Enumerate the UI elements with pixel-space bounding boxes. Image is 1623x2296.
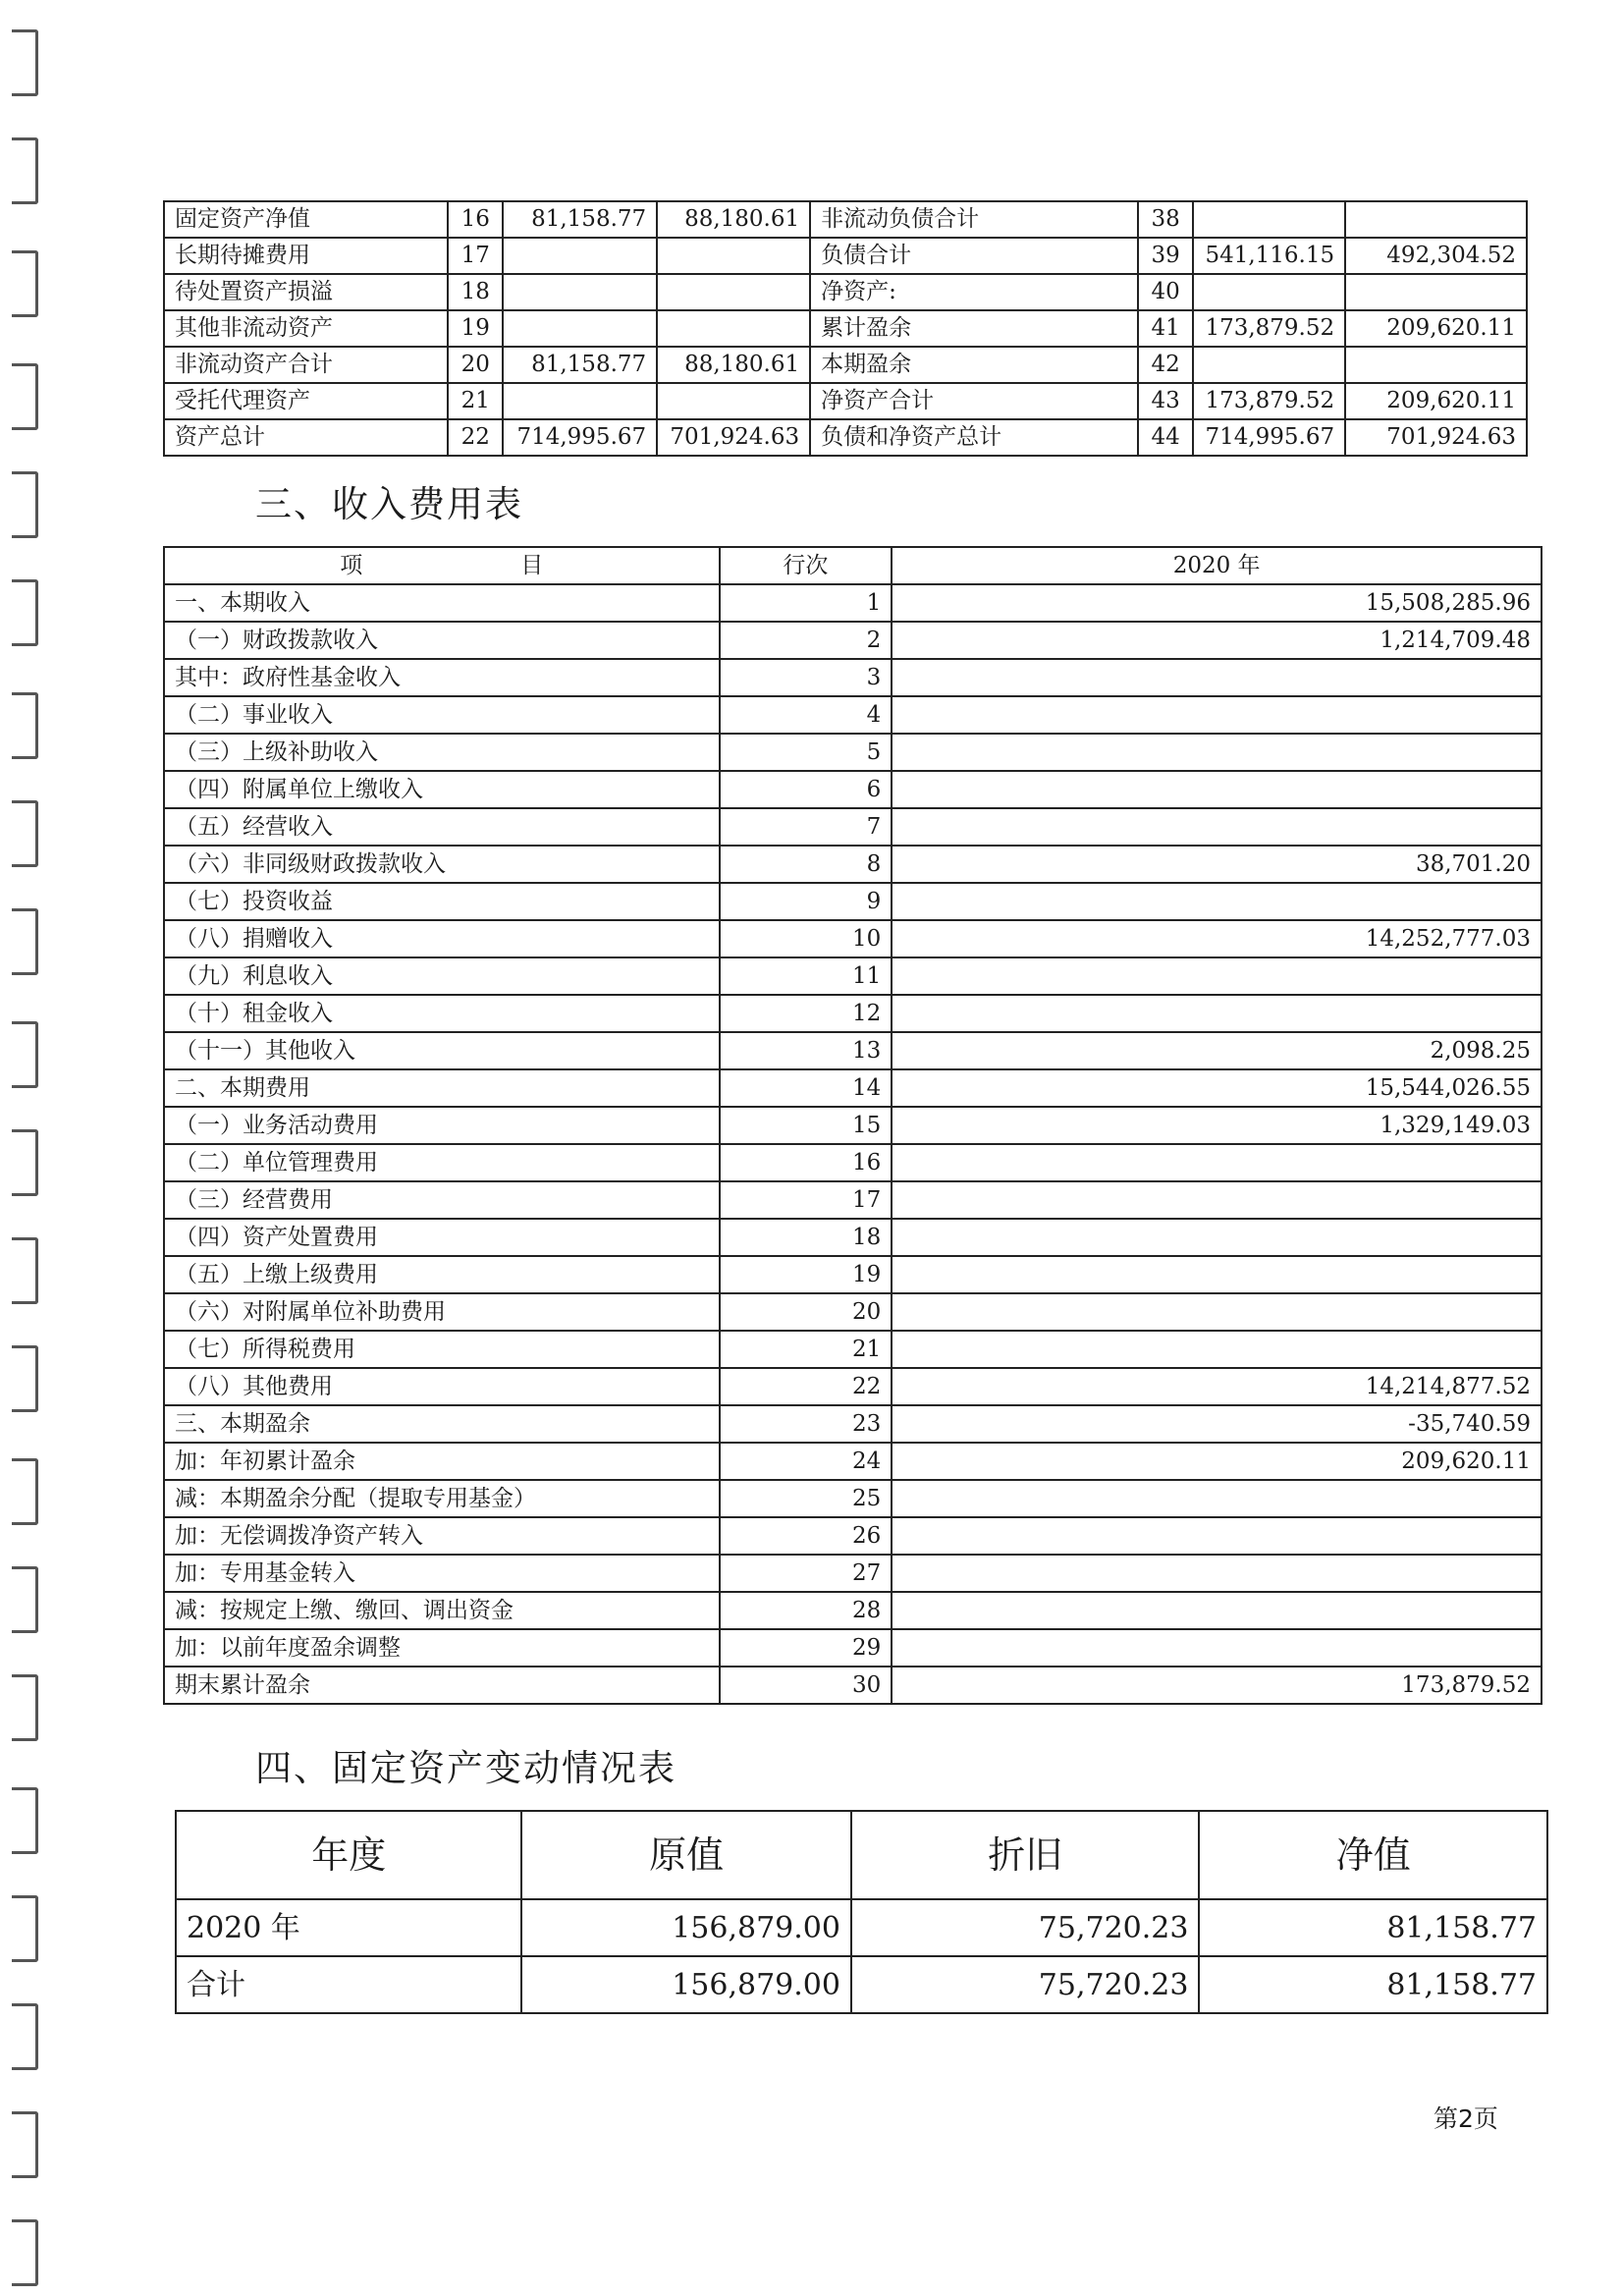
item-label: （二）单位管理费用	[164, 1144, 720, 1181]
row-no: 13	[720, 1032, 893, 1069]
page-number: 第2页	[1434, 2105, 1498, 2133]
item-label: （四）资产处置费用	[164, 1219, 720, 1256]
row-no: 17	[720, 1181, 893, 1219]
net-value: 81,158.77	[1199, 1956, 1547, 2013]
period-end-value	[503, 310, 657, 347]
year-value	[892, 1555, 1542, 1592]
table-row	[164, 1405, 1542, 1443]
period-begin-value	[1345, 347, 1527, 383]
asset-item: 非流动资产合计	[164, 347, 448, 383]
liability-item: 非流动负债合计	[810, 201, 1138, 238]
table-row	[164, 274, 1527, 310]
row-no: 8	[720, 846, 893, 883]
item-label: 加：专用基金转入	[164, 1555, 720, 1592]
row-no: 9	[720, 883, 893, 920]
item-label: （九）利息收入	[164, 957, 720, 995]
row-no: 16	[448, 201, 503, 238]
asset-item: 受托代理资产	[164, 383, 448, 419]
header-row-no: 行次	[720, 547, 893, 584]
header-year: 年度	[176, 1811, 521, 1899]
table-row	[164, 1144, 1542, 1181]
depreciation-value: 75,720.23	[851, 1956, 1199, 2013]
liability-item: 累计盈余	[810, 310, 1138, 347]
asset-item: 其他非流动资产	[164, 310, 448, 347]
row-no: 12	[720, 995, 893, 1032]
item-label: （一）业务活动费用	[164, 1107, 720, 1144]
period-begin-value	[1345, 274, 1527, 310]
row-no: 25	[720, 1480, 893, 1517]
year-value	[892, 1592, 1542, 1629]
year-value: 38,701.20	[892, 846, 1542, 883]
table-row	[164, 238, 1527, 274]
item-label: （十一）其他收入	[164, 1032, 720, 1069]
row-no: 18	[720, 1219, 893, 1256]
item-label: 减：本期盈余分配（提取专用基金）	[164, 1480, 720, 1517]
header-net: 净值	[1199, 1811, 1547, 1899]
original-value: 156,879.00	[521, 1899, 851, 1956]
item-label: 其中：政府性基金收入	[164, 659, 720, 696]
header-item: 项 目	[164, 547, 720, 584]
row-no: 10	[720, 920, 893, 957]
row-no: 16	[720, 1144, 893, 1181]
year-value	[892, 771, 1542, 808]
balance-sheet-table	[163, 200, 1528, 457]
period-begin-value	[657, 274, 810, 310]
item-label: （十）租金收入	[164, 995, 720, 1032]
header-original: 原值	[521, 1811, 851, 1899]
liability-item: 负债和净资产总计	[810, 419, 1138, 456]
period-end-value: 541,116.15	[1193, 238, 1345, 274]
liability-item: 负债合计	[810, 238, 1138, 274]
table-row	[164, 920, 1542, 957]
fixed-assets-table	[175, 1810, 1548, 2014]
table-row	[164, 995, 1542, 1032]
table-row	[164, 1293, 1542, 1331]
year-value	[892, 1181, 1542, 1219]
year-label: 合计	[176, 1956, 521, 2013]
liability-item: 净资产合计	[810, 383, 1138, 419]
item-label: 期末累计盈余	[164, 1667, 720, 1704]
table-row	[164, 734, 1542, 771]
item-label: （一）财政拨款收入	[164, 622, 720, 659]
table-row	[164, 584, 1542, 622]
year-value	[892, 659, 1542, 696]
period-begin-value	[657, 238, 810, 274]
year-value: 173,879.52	[892, 1667, 1542, 1704]
period-begin-value: 209,620.11	[1345, 383, 1527, 419]
liability-item: 净资产:	[810, 274, 1138, 310]
item-label: 一、本期收入	[164, 584, 720, 622]
period-end-value	[503, 383, 657, 419]
row-no: 21	[720, 1331, 893, 1368]
table-row	[164, 1069, 1542, 1107]
header-depreciation: 折旧	[851, 1811, 1199, 1899]
year-value	[892, 957, 1542, 995]
period-end-value: 714,995.67	[1193, 419, 1345, 456]
year-value: -35,740.59	[892, 1405, 1542, 1443]
table-row	[176, 1899, 1547, 1956]
item-label: 加：年初累计盈余	[164, 1443, 720, 1480]
period-begin-value: 209,620.11	[1345, 310, 1527, 347]
row-no: 20	[448, 347, 503, 383]
liability-item: 本期盈余	[810, 347, 1138, 383]
asset-item: 长期待摊费用	[164, 238, 448, 274]
header-year: 2020 年	[892, 547, 1542, 584]
asset-item: 待处置资产损溢	[164, 274, 448, 310]
item-label: （二）事业收入	[164, 696, 720, 734]
table-row	[164, 1331, 1542, 1368]
item-label: 减：按规定上缴、缴回、调出资金	[164, 1592, 720, 1629]
depreciation-value: 75,720.23	[851, 1899, 1199, 1956]
period-begin-value	[1345, 201, 1527, 238]
period-begin-value: 88,180.61	[657, 201, 810, 238]
period-begin-value	[657, 310, 810, 347]
year-value: 15,508,285.96	[892, 584, 1542, 622]
table-row	[164, 883, 1542, 920]
year-value	[892, 995, 1542, 1032]
period-begin-value: 492,304.52	[1345, 238, 1527, 274]
table-row	[164, 383, 1527, 419]
period-end-value	[1193, 274, 1345, 310]
period-begin-value: 701,924.63	[1345, 419, 1527, 456]
period-end-value	[1193, 347, 1345, 383]
table-row	[164, 1517, 1542, 1555]
year-value	[892, 1293, 1542, 1331]
table-row	[164, 846, 1542, 883]
row-no: 43	[1138, 383, 1193, 419]
year-value	[892, 696, 1542, 734]
row-no: 14	[720, 1069, 893, 1107]
table-row	[164, 622, 1542, 659]
row-no: 19	[448, 310, 503, 347]
row-no: 18	[448, 274, 503, 310]
year-value: 2,098.25	[892, 1032, 1542, 1069]
row-no: 1	[720, 584, 893, 622]
year-value: 15,544,026.55	[892, 1069, 1542, 1107]
item-label: （三）经营费用	[164, 1181, 720, 1219]
row-no: 5	[720, 734, 893, 771]
table-row	[176, 1956, 1547, 2013]
table-row	[164, 1368, 1542, 1405]
period-end-value	[1193, 201, 1345, 238]
item-label: （六）非同级财政拨款收入	[164, 846, 720, 883]
row-no: 23	[720, 1405, 893, 1443]
period-end-value: 714,995.67	[503, 419, 657, 456]
row-no: 4	[720, 696, 893, 734]
row-no: 39	[1138, 238, 1193, 274]
year-value	[892, 1480, 1542, 1517]
row-no: 20	[720, 1293, 893, 1331]
item-label: 二、本期费用	[164, 1069, 720, 1107]
item-label: 加：以前年度盈余调整	[164, 1629, 720, 1667]
item-label: （六）对附属单位补助费用	[164, 1293, 720, 1331]
year-value: 1,214,709.48	[892, 622, 1542, 659]
table-row	[164, 808, 1542, 846]
table-header-row	[164, 547, 1542, 584]
item-label: （三）上级补助收入	[164, 734, 720, 771]
row-no: 29	[720, 1629, 893, 1667]
year-value	[892, 1219, 1542, 1256]
item-label: （八）其他费用	[164, 1368, 720, 1405]
table-row	[164, 1667, 1542, 1704]
table-row	[164, 1555, 1542, 1592]
period-end-value: 81,158.77	[503, 201, 657, 238]
table-row	[164, 659, 1542, 696]
row-no: 19	[720, 1256, 893, 1293]
row-no: 21	[448, 383, 503, 419]
year-value	[892, 1331, 1542, 1368]
row-no: 38	[1138, 201, 1193, 238]
asset-item: 固定资产净值	[164, 201, 448, 238]
income-statement-table	[163, 546, 1542, 1705]
period-end-value	[503, 238, 657, 274]
year-value	[892, 1256, 1542, 1293]
table-row	[164, 1032, 1542, 1069]
table-row	[164, 771, 1542, 808]
table-row	[164, 957, 1542, 995]
row-no: 22	[448, 419, 503, 456]
row-no: 2	[720, 622, 893, 659]
table-row	[164, 696, 1542, 734]
item-label: 三、本期盈余	[164, 1405, 720, 1443]
period-begin-value: 88,180.61	[657, 347, 810, 383]
row-no: 6	[720, 771, 893, 808]
year-value	[892, 808, 1542, 846]
item-label: （七）投资收益	[164, 883, 720, 920]
period-end-value: 173,879.52	[1193, 383, 1345, 419]
table-row	[164, 1256, 1542, 1293]
period-begin-value: 701,924.63	[657, 419, 810, 456]
income-statement-title: 三、收入费用表	[255, 483, 523, 525]
table-row	[164, 1219, 1542, 1256]
item-label: （七）所得税费用	[164, 1331, 720, 1368]
item-label: （四）附属单位上缴收入	[164, 771, 720, 808]
row-no: 3	[720, 659, 893, 696]
row-no: 11	[720, 957, 893, 995]
item-label: （五）经营收入	[164, 808, 720, 846]
row-no: 28	[720, 1592, 893, 1629]
item-label: （八）捐赠收入	[164, 920, 720, 957]
item-label: （五）上缴上级费用	[164, 1256, 720, 1293]
period-end-value	[503, 274, 657, 310]
row-no: 26	[720, 1517, 893, 1555]
table-row	[164, 310, 1527, 347]
year-value: 1,329,149.03	[892, 1107, 1542, 1144]
row-no: 17	[448, 238, 503, 274]
period-end-value: 173,879.52	[1193, 310, 1345, 347]
row-no: 22	[720, 1368, 893, 1405]
table-row	[164, 1592, 1542, 1629]
table-row	[164, 1181, 1542, 1219]
table-row	[164, 1629, 1542, 1667]
table-row	[164, 1107, 1542, 1144]
row-no: 24	[720, 1443, 893, 1480]
row-no: 42	[1138, 347, 1193, 383]
year-value: 209,620.11	[892, 1443, 1542, 1480]
table-row	[164, 1443, 1542, 1480]
row-no: 44	[1138, 419, 1193, 456]
net-value: 81,158.77	[1199, 1899, 1547, 1956]
row-no: 41	[1138, 310, 1193, 347]
period-begin-value	[657, 383, 810, 419]
table-row	[164, 419, 1527, 456]
original-value: 156,879.00	[521, 1956, 851, 2013]
table-row	[164, 347, 1527, 383]
table-row	[164, 201, 1527, 238]
year-value	[892, 1629, 1542, 1667]
year-value	[892, 1517, 1542, 1555]
item-label: 加：无偿调拨净资产转入	[164, 1517, 720, 1555]
fixed-assets-title: 四、固定资产变动情况表	[255, 1747, 676, 1789]
table-row	[164, 1480, 1542, 1517]
year-label: 2020 年	[176, 1899, 521, 1956]
row-no: 15	[720, 1107, 893, 1144]
period-end-value: 81,158.77	[503, 347, 657, 383]
year-value	[892, 1144, 1542, 1181]
table-header-row	[176, 1811, 1547, 1899]
row-no: 40	[1138, 274, 1193, 310]
row-no: 30	[720, 1667, 893, 1704]
row-no: 7	[720, 808, 893, 846]
year-value	[892, 734, 1542, 771]
year-value: 14,252,777.03	[892, 920, 1542, 957]
year-value	[892, 883, 1542, 920]
year-value: 14,214,877.52	[892, 1368, 1542, 1405]
asset-item: 资产总计	[164, 419, 448, 456]
row-no: 27	[720, 1555, 893, 1592]
